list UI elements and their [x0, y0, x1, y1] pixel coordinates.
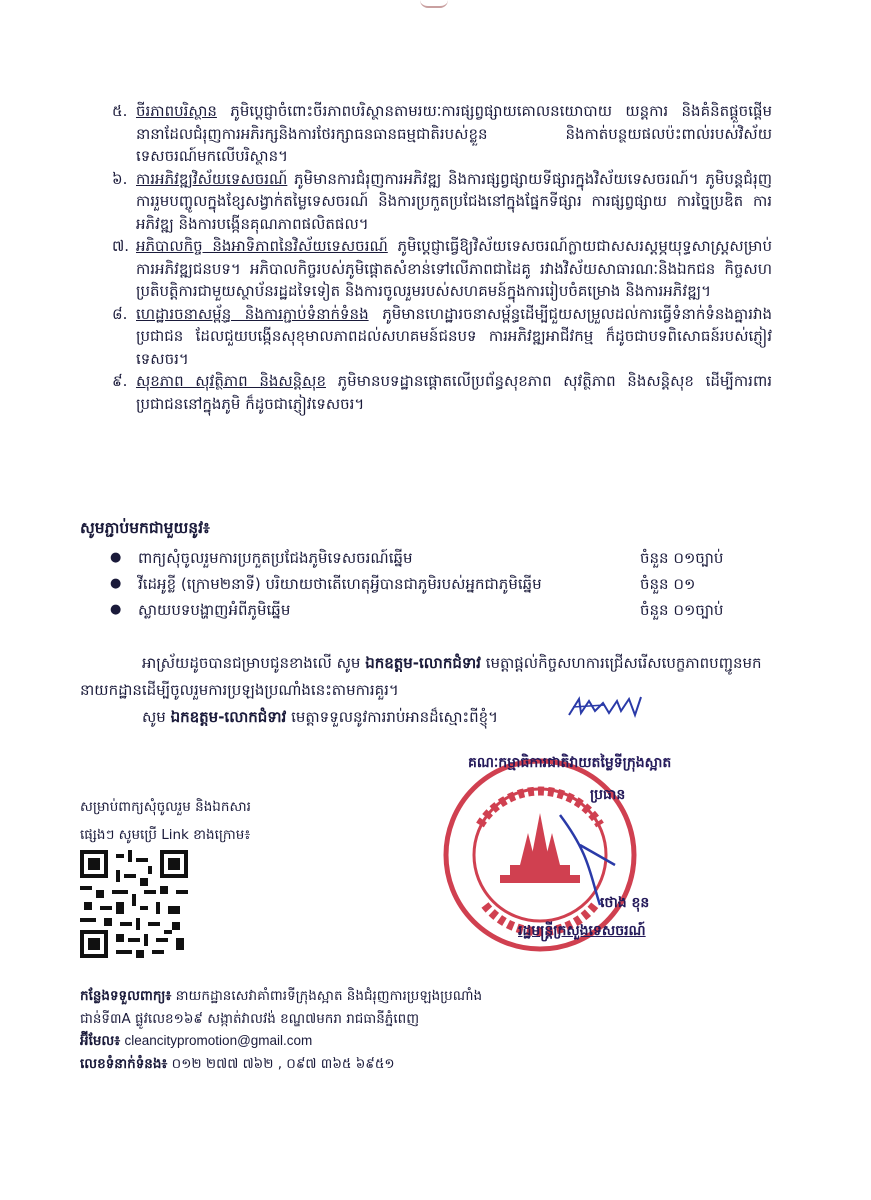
contact-phone-row: លេខទំនាក់ទំនង៖ ០១២ ២៧៧ ៧៦២ , ០៩៧ ៣៦៥ ៦៩៥១ — [80, 1055, 395, 1072]
contact-email-row: អ៊ីមែល៖ cleancitypromotion@gmail.com — [80, 1033, 313, 1049]
criterion-item — [112, 303, 772, 371]
registration-note: សម្រាប់ពាក្យសុំចូលរួម និងឯកសារ ផ្សេងៗ សូមប្រើ Link ខាងក្រោម៖ — [80, 799, 251, 843]
criterion-number: ៦. — [112, 169, 128, 188]
seal-organization: គណៈកម្មាធិការជាតិវាយតម្លៃទីក្រុងស្អាត — [468, 755, 672, 771]
criterion-item — [112, 235, 772, 303]
criterion-text: ភូមិមានការជំរុញការអភិវឌ្ឍ និងការផ្សព្វផ្សាយទីផ្សារក្នុងវិស័យទេសចរណ៍។ ភូមិបន្តជំរុញការរួមបញ្ចូលក្នុងខ្សែសង្វាក់តម្លៃទេសចរណ៍ និងការប្រកួតប្រជែងនៅក្នុងផ្នែកទីផ្សារ ការផ្សព្វផ្សាយ ការច្នៃប្រឌិត ការអភិវឌ្ឍ និងការបង្កើនគុណភាពផលិតផល។ — [136, 169, 772, 233]
closing-courtesy: សូម ឯកឧត្តម-លោកជំទាវ មេត្តាទទួលនូវការរាប់អានដ៏ស្មោះពីខ្ញុំ។ — [142, 708, 499, 726]
criterion-title: អភិបាលកិច្ច និងអាទិភាពនៃវិស័យទេសចរណ៍ — [136, 237, 388, 255]
criterion-number: ៥. — [112, 102, 128, 120]
closing-text — [80, 650, 770, 731]
attachment-item — [110, 597, 750, 623]
attachment-text: ស្លាយបទបង្ហាញអំពីភូមិឆ្នើម — [138, 601, 291, 619]
phone-number: ០១២ ២៧៧ ៧៦២ , ០៩៧ ៣៦៥ ៦៩៥១ — [171, 1055, 395, 1072]
criterion-text: ភូមិប្តេជ្ញាចំពោះចីរភាពបរិស្ថានតាមរយៈការផ្សព្វផ្សាយគោលនយោបាយ យន្តការ និងគំនិតផ្តួចផ្តើមនានាដែលជំរុញការអភិរក្សនិងការថែរក្សាធនធានធម្មជាតិរបស់ខ្លួន និងកាត់បន្ថយផលប៉ះពាល់របស់វិស័យទេសចរណ៍មកលើបរិស្ថាន។ — [136, 102, 772, 165]
contact-address: កន្លែងទទួលពាក្យ៖ នាយកដ្ឋានសេវាគាំពារទីក្រុងស្អាត និងជំរុញការប្រឡងប្រណាំង — [80, 988, 483, 1004]
seal-signature-block — [440, 745, 770, 975]
attachments-heading: សូមភ្ជាប់មកជាមួយនូវ៖ — [80, 519, 210, 537]
contact-info — [80, 985, 482, 1075]
contact-address-line2: ជាន់ទី៣A ផ្លូវលេខ១៦៩ សង្កាត់វាលវង់ ខណ្ឌ៧មករា រាជធានីភ្នំពេញ — [80, 1010, 420, 1027]
criterion-item — [112, 370, 772, 415]
criterion-title: ហេដ្ឋារចនាសម្ព័ន្ធ និងការភ្ជាប់ទំនាក់ទំនង — [136, 304, 369, 323]
criterion-title: ចីរភាពបរិស្ថាន — [136, 102, 217, 120]
attachment-text: វីដេអូខ្លី (ក្រោម២នាទី) បរិយាយថាតើហេតុអ្វីបានជាភូមិរបស់អ្នកជាភូមិឆ្នើម — [138, 575, 542, 593]
criterion-title: ការអភិវឌ្ឍវិស័យទេសចរណ៍ — [136, 169, 288, 188]
criterion-number: ៩. — [112, 372, 128, 390]
attachment-item — [110, 545, 750, 571]
criterion-text: ភូមិមានហេដ្ឋារចនាសម្ព័ន្ធដើម្បីជួយសម្រួលដល់ការធ្វើទំនាក់ទំនងគ្នារវាងប្រជាជន ដែលជួយបង្កើនសុខុមាលភាពដល់សហគមន៍ជនបទ ការអភិវឌ្ឍអាជីវកម្ម ក៏ដូចជាបទពិសោធន៍របស់ភ្ញៀវទេសចរ។ — [136, 304, 772, 368]
criterion-title: សុខភាព សុវត្ថិភាព និងសន្តិសុខ — [136, 372, 326, 390]
criterion-text: ភូមិមានបទដ្ឋានផ្តោតលើប្រព័ន្ធសុខភាព សុវត្ថិភាព និងសន្តិសុខ ដើម្បីការពារប្រជាជននៅក្នុងភូមិ ក៏ដូចជាភ្ញៀវទេសចរ។ — [136, 372, 772, 413]
criterion-number: ៧. — [112, 237, 130, 255]
attachment-qty: ចំនួន ០១ច្បាប់ — [640, 549, 724, 567]
criterion-item — [112, 168, 772, 236]
criterion-number: ៨. — [112, 304, 128, 323]
page-top-mark — [420, 0, 448, 8]
criterion-text: ភូមិប្តេជ្ញាធ្វើឱ្យវិស័យទេសចរណ៍ក្លាយជាសសរស្តម្ភយុទ្ធសាស្ត្រសម្រាប់ការអភិវឌ្ឍជនបទ។ អភិបាលកិច្ចរបស់ភូមិផ្តោតសំខាន់ទៅលើភាពជាដៃគូ រវាងវិស័យសាធារណៈនិងឯកជន កិច្ចសហប្រតិបត្តិការជាមួយស្ថាប័នរដ្ឋដទៃទៀត និងការចូលរួមរបស់សហគមន៍ក្នុងការរៀបចំគម្រោង និងការអភិវឌ្ឍ។ — [136, 237, 772, 300]
attachment-text: ពាក្យសុំចូលរួមការប្រកួតប្រជែងភូមិទេសចរណ៍ឆ្នើម — [138, 549, 413, 567]
bullet-icon: ● — [110, 576, 122, 591]
criterion-item — [112, 100, 772, 168]
attachments-list — [110, 545, 750, 623]
email-link[interactable]: cleancitypromotion@gmail.com — [124, 1033, 313, 1048]
bullet-icon: ● — [110, 550, 122, 565]
closing-paragraph: អាស្រ័យដូចបានជម្រាបជូនខាងលើ សូម ឯកឧត្តម-លោកជំទាវ មេត្តាផ្តល់កិច្ចសហការជ្រើសរើសបេក្ខភាពបញ្ជូនមកនាយកដ្ឋានដើម្បីចូលរួមការប្រឡងប្រណាំងនេះតាមការគួរ។ — [80, 654, 762, 699]
seal-role: ប្រធាន — [590, 787, 626, 803]
attachment-qty: ចំនួន ០១ — [640, 575, 696, 593]
criteria-list — [112, 100, 772, 415]
qr-code-icon[interactable] — [80, 850, 188, 958]
attachment-qty: ចំនួន ០១ច្បាប់ — [640, 601, 724, 619]
signatory-title: រដ្ឋមន្ត្រីក្រសួងទេសចរណ៍ — [518, 923, 646, 939]
signatory-name: ថោង ខុន — [600, 895, 650, 911]
bullet-icon: ● — [110, 602, 122, 617]
initials-signature-icon — [565, 693, 645, 723]
attachment-item — [110, 571, 750, 597]
